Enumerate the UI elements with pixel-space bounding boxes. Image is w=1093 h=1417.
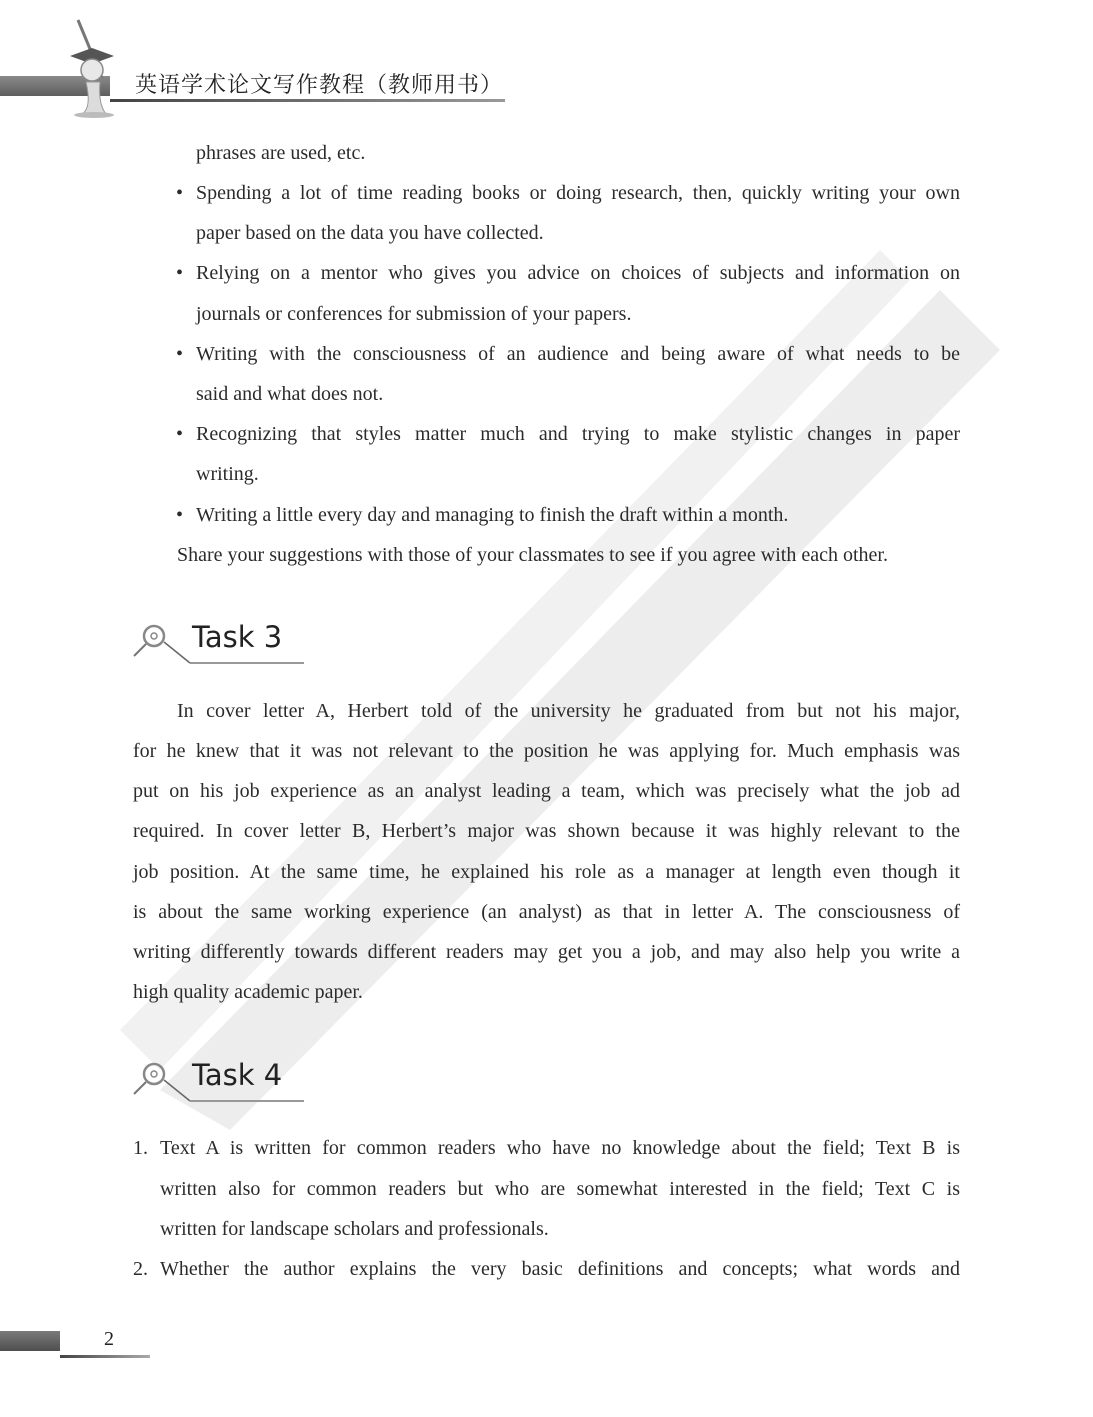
bullet-marker: • xyxy=(176,182,184,204)
bullet-line: Writing a little every day and managing to finish the draft within a month. xyxy=(196,504,789,526)
book-title: 英语学术论文写作教程（教师用书） xyxy=(135,73,504,98)
paragraph-line: job position. At the same time, he explained his role as a manager at length even though it xyxy=(133,861,960,883)
paragraph-line: is about the same working experience (an analyst) as that in letter A. The consciousness of xyxy=(133,901,960,923)
task-title: Task 4 xyxy=(192,1058,283,1092)
paragraph-line: put on his job experience as an analyst leading a team, which was precisely what the job ad xyxy=(133,780,960,802)
task-title: Task 3 xyxy=(192,620,283,654)
item-line: written also for common readers but who are somewhat interested in the field; Text C is xyxy=(160,1178,960,1200)
footer-bar xyxy=(0,1331,60,1351)
bullet-line: journals or conferences for submission of your papers. xyxy=(196,303,632,325)
bullet-line: paper based on the data you have collected. xyxy=(196,222,544,244)
bullet-marker: • xyxy=(176,262,184,284)
item-line: written for landscape scholars and professionals. xyxy=(160,1218,549,1240)
paragraph-line: required. In cover letter B, Herbert’s major was shown because it was highly relevant to the xyxy=(133,820,960,842)
continued-line: phrases are used, etc. xyxy=(196,142,366,164)
share-instruction: Share your suggestions with those of your classmates to see if you agree with each other. xyxy=(177,544,888,566)
task-3-heading xyxy=(132,620,307,670)
bullet-line: said and what does not. xyxy=(196,383,384,405)
item-number: 1. xyxy=(133,1137,148,1159)
bullet-line: writing. xyxy=(196,463,259,485)
footer-rule xyxy=(60,1355,150,1358)
bullet-marker: • xyxy=(176,504,184,526)
task-4-heading xyxy=(132,1058,307,1108)
paragraph-line: high quality academic paper. xyxy=(133,981,363,1003)
page-number: 2 xyxy=(104,1328,114,1350)
item-number: 2. xyxy=(133,1258,148,1280)
bullet-line: Relying on a mentor who gives you advice on choices of subjects and information on xyxy=(196,262,960,284)
bullet-marker: • xyxy=(176,343,184,365)
item-line: Text A is written for common readers who have no knowledge about the field; Text B is xyxy=(160,1137,960,1159)
paragraph-line: writing differently towards different readers may get you a job, and may also help you write a xyxy=(133,941,960,963)
item-line: Whether the author explains the very basic definitions and concepts; what words and xyxy=(160,1258,960,1280)
bullet-line: Recognizing that styles matter much and trying to make stylistic changes in paper xyxy=(196,423,960,445)
bullet-line: Spending a lot of time reading books or doing research, then, quickly writing your own xyxy=(196,182,960,204)
header-rule xyxy=(110,99,505,102)
paragraph-line: for he knew that it was not relevant to the position he was applying for. Much emphasis was xyxy=(133,740,960,762)
bullet-marker: • xyxy=(176,423,184,445)
paragraph-line: In cover letter A, Herbert told of the university he graduated from but not his major, xyxy=(177,700,960,722)
graduate-figure-icon xyxy=(62,18,132,118)
bullet-line: Writing with the consciousness of an audience and being aware of what needs to be xyxy=(196,343,960,365)
